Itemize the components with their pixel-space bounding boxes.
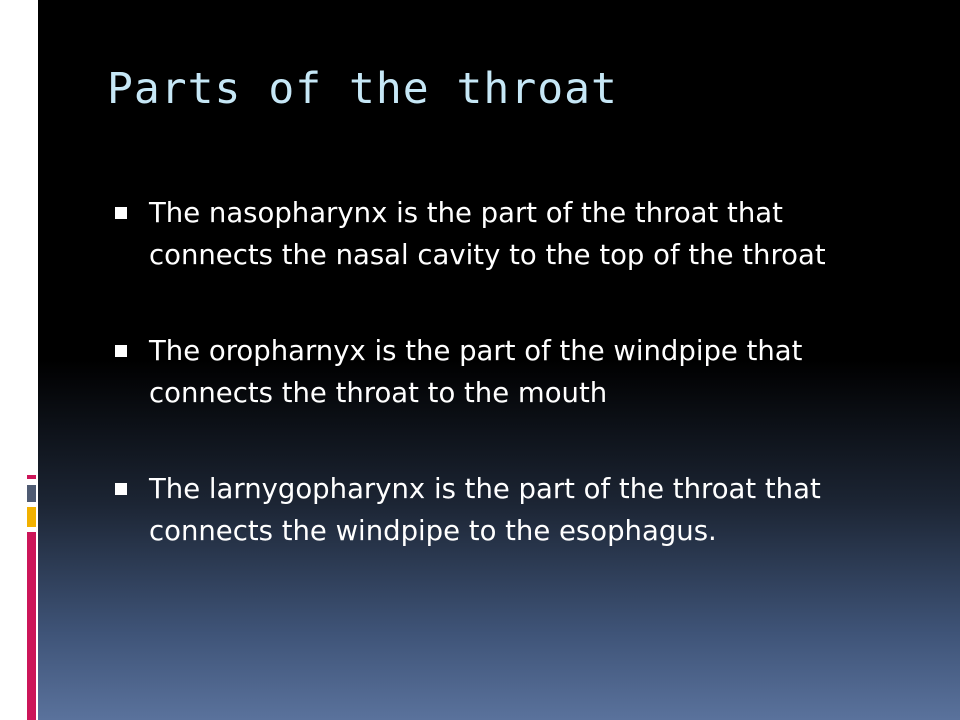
accent-bar-red [27,532,36,720]
bullet-text: The larnygopharynx is the part of the throat that connects the windpipe to the esophagus. [149,473,821,547]
bullet-item [115,192,915,276]
accent-bar-yellow [27,507,36,527]
accent-bar-gray [27,485,36,502]
square-bullet-icon [115,483,127,495]
square-bullet-icon [115,207,127,219]
bullet-text: The nasopharynx is the part of the throat that connects the nasal cavity to the top of the throat [149,197,826,271]
bullet-text: The oropharnyx is the part of the windpipe that connects the throat to the mouth [149,335,803,409]
bullet-item [115,330,915,414]
square-bullet-icon [115,345,127,357]
slide-title: Parts of the throat [107,64,618,114]
bullet-list [115,192,915,552]
bullet-item [115,468,915,552]
accent-bar-red-top [27,475,36,479]
